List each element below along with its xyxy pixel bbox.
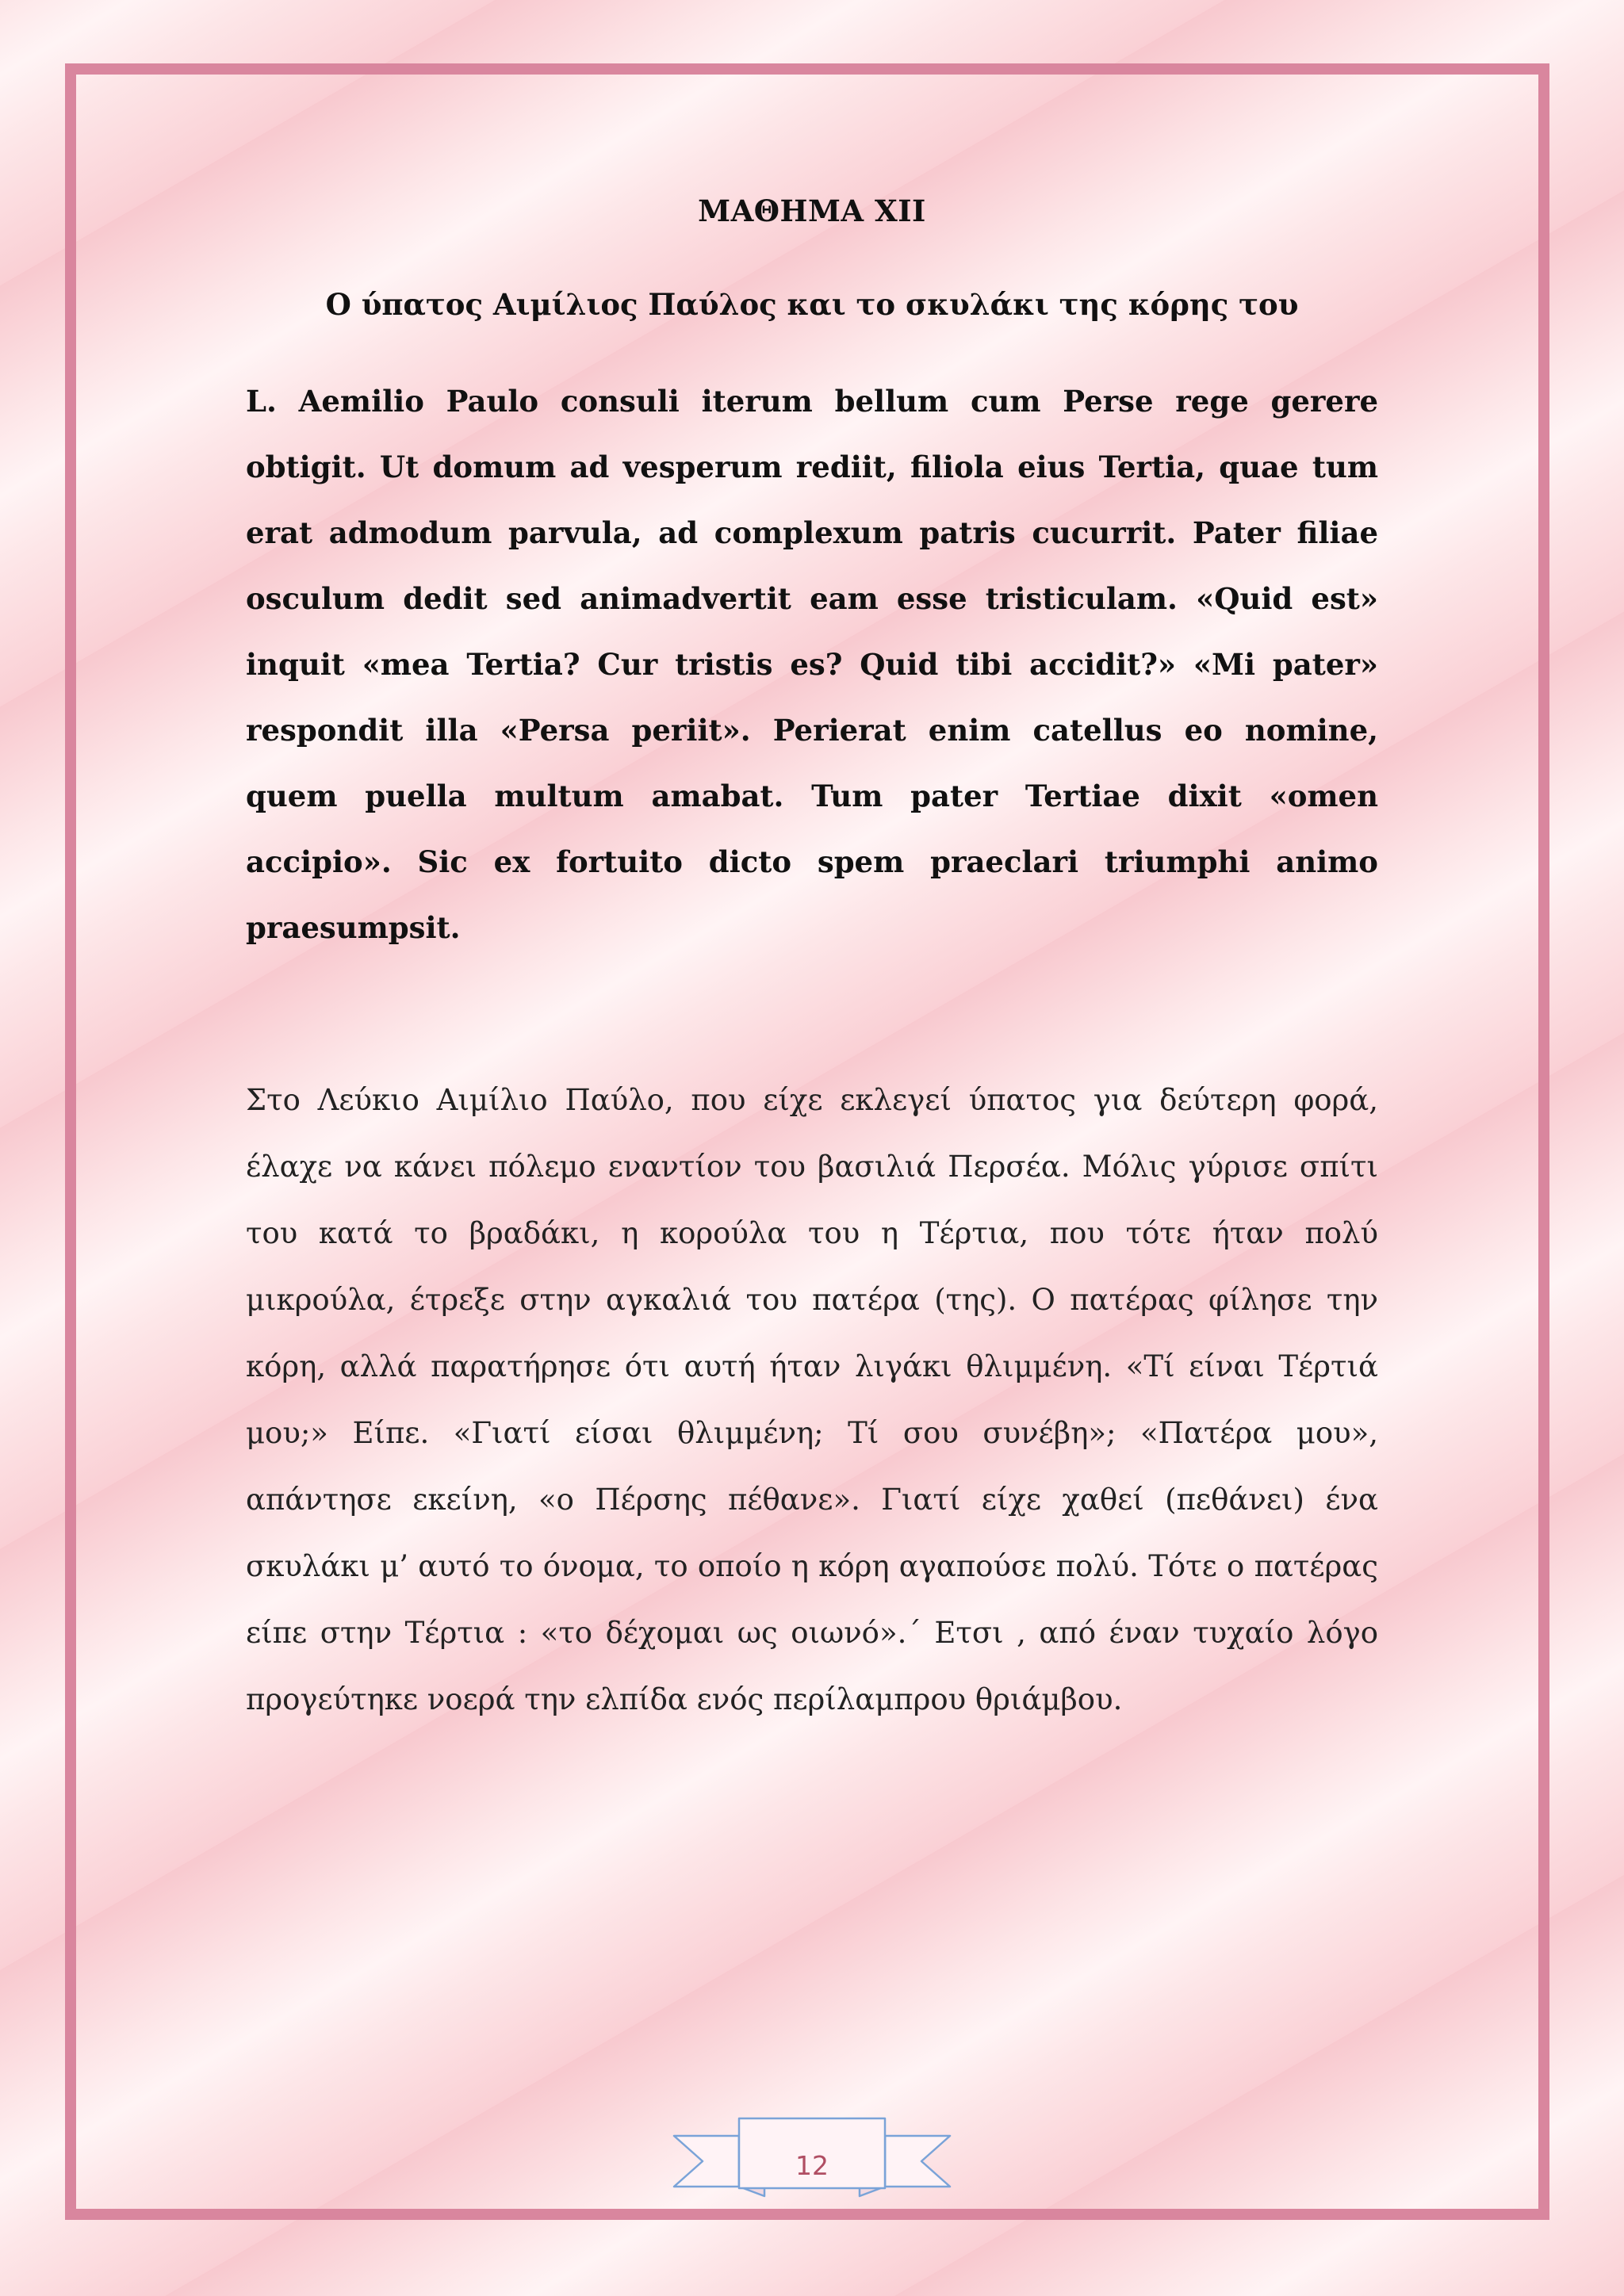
lesson-title: ΜΑΘΗΜΑ XII [698,193,926,228]
page-content [246,193,1378,1733]
greek-translation: Στο Λεύκιο Αιμίλιο Παύλο, που είχε εκλεγεί ύπατος για δεύτερη φορά, έλαχε να κάνει πόλεμο εναντίον του βασιλιά Περσέα. Μόλις γύρισε σπίτι του κατά το βραδάκι, η κορούλα του η Τέρτια, που τότε ήταν πολύ μικρούλα, έτρεξε στην αγκαλιά του πατέρα (της). Ο πατέρας φίλησε την κόρη, αλλά παρατήρησε ότι αυτή ήταν λιγάκι θλιμμένη. «Τί είναι Τέρτιά μου;» Είπε. «Γιατί είσαι θλιμμένη; Τί σου συνέβη»; «Πατέρα μου», απάντησε εκείνη, «ο Πέρσης πέθανε». Γιατί είχε χαθεί (πεθάνει) ένα σκυλάκι μ’ αυτό το όνομα, το οποίο η κόρη αγαπούσε πολύ. Τότε ο πατέρας είπε στην Τέρτια : «το δέχομαι ως οιωνό».΄ Ετσι , από έναν τυχαίο λόγο προγεύτηκε νοερά την ελπίδα ενός περίλαμπρου θριάμβου. [246,1082,1378,1716]
page-number: 12 [795,2150,829,2181]
lesson-subtitle: Ο ύπατος Αιμίλιος Παύλος και το σκυλάκι της κόρης του [325,287,1299,323]
latin-passage: L. Aemilio Paulo consuli iterum bellum cum Perse rege gerere obtigit. Ut domum ad vesperum rediit, filiola eius Tertia, quae tum erat admodum parvula, ad complexum patris cucurrit. Pater filiae osculum dedit sed animadvertit eam esse tristiculam. «Quid est» inquit «mea Tertia? Cur tristis es? Quid tibi accidit?» «Mi pater» respondit illa «Persa periit». Perierat enim catellus eo nomine, quem puella multum amabat. Tum pater Tertiae dixit «omen accipio». Sic ex fortuito dicto spem praeclari triumphi animo praesumpsit. [246,383,1378,945]
